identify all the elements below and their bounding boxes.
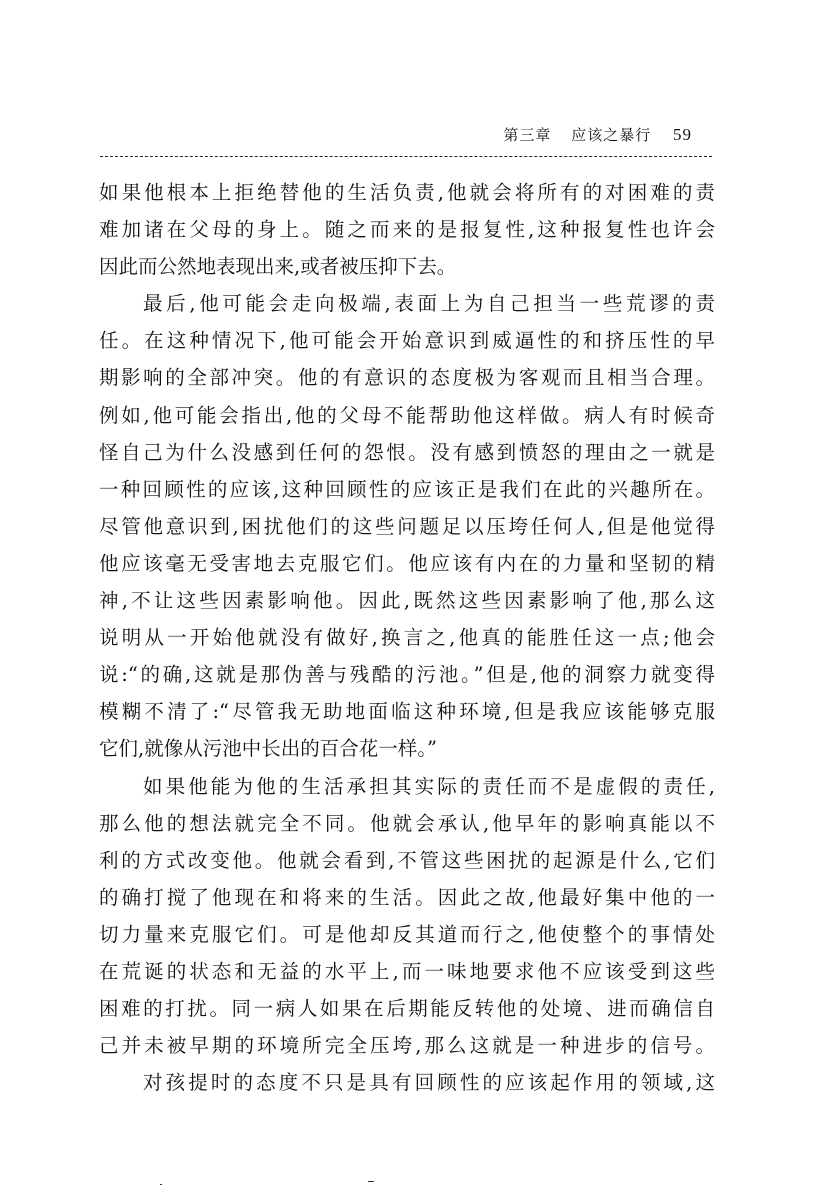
header-rule xyxy=(100,156,712,157)
text-line: 神,不让这些因素影响他。因此,既然这些因素影响了他,那么这 xyxy=(99,589,715,613)
text-line: 如果他能为他的生活承担其实际的责任而不是虚假的责任, xyxy=(143,774,715,798)
text-line: 它们,就像从污池中长出的百合花一样。” xyxy=(99,737,437,761)
text-line: 尽管他意识到,困扰他们的这些问题足以压垮任何人,但是他觉得 xyxy=(99,514,715,538)
text-line: 如果他根本上拒绝替他的生活负责,他就会将所有的对困难的责 xyxy=(99,181,715,204)
text-line: 对孩提时的态度不只是具有回顾性的应该起作用的领域,这 xyxy=(143,1071,715,1095)
text-line: 困难的打扰。同一病人如果在后期能反转他的处境、进而确信自 xyxy=(99,997,715,1021)
section-title: 应该之暴行 xyxy=(571,126,652,144)
text-line: 难加诸在父母的身上。随之而来的是报复性,这种报复性也许会 xyxy=(99,218,715,242)
text-line: 的确打搅了他现在和将来的生活。因此之故,他最好集中他的一 xyxy=(99,885,715,909)
text-line: 最后,他可能会走向极端,表面上为自己担当一些荒谬的责 xyxy=(143,292,715,316)
text-line: 说明从一开始他就没有做好,换言之,他真的能胜任这一点;他会 xyxy=(99,626,715,650)
text-line: 在荒诞的状态和无益的水平上,而一味地要求他不应该受到这些 xyxy=(99,959,715,983)
scan-artifact xyxy=(160,1184,162,1185)
page-number: 59 xyxy=(673,125,692,144)
text-line: 期影响的全部冲突。他的有意识的态度极为客观而且相当合理。 xyxy=(99,366,715,390)
text-line: 说:“的确,这就是那伪善与残酷的污池。”但是,他的洞察力就变得 xyxy=(99,663,715,687)
text-line: 任。在这种情况下,他可能会开始意识到威逼性的和挤压性的早 xyxy=(99,329,715,353)
text-line: 怪自己为什么没感到任何的怨恨。没有感到愤怒的理由之一就是 xyxy=(99,440,715,464)
text-line: 己并未被早期的环境所完全压垮,那么这就是一种进步的信号。 xyxy=(99,1034,715,1058)
text-line: 因此而公然地表现出来,或者被压抑下去。 xyxy=(99,255,457,279)
text-line: 一种回顾性的应该,这种回顾性的应该正是我们在此的兴趣所在。 xyxy=(99,477,715,501)
body-text xyxy=(99,174,715,1101)
chapter-label: 第三章 xyxy=(503,126,552,144)
text-line: 他应该毫无受害地去克服它们。他应该有内在的力量和坚韧的精 xyxy=(99,551,715,575)
text-line: 例如,他可能会指出,他的父母不能帮助他这样做。病人有时候奇 xyxy=(99,403,715,427)
text-line: 利的方式改变他。他就会看到,不管这些困扰的起源是什么,它们 xyxy=(99,848,715,872)
text-line: 切力量来克服它们。可是他却反其道而行之,他使整个的事情处 xyxy=(99,922,715,946)
text-line: 那么他的想法就完全不同。他就会承认,他早年的影响真能以不 xyxy=(99,811,715,835)
text-line: 模糊不清了:“尽管我无助地面临这种环境,但是我应该能够克服 xyxy=(99,700,715,724)
scan-artifact xyxy=(368,1181,374,1182)
running-head xyxy=(0,124,692,145)
